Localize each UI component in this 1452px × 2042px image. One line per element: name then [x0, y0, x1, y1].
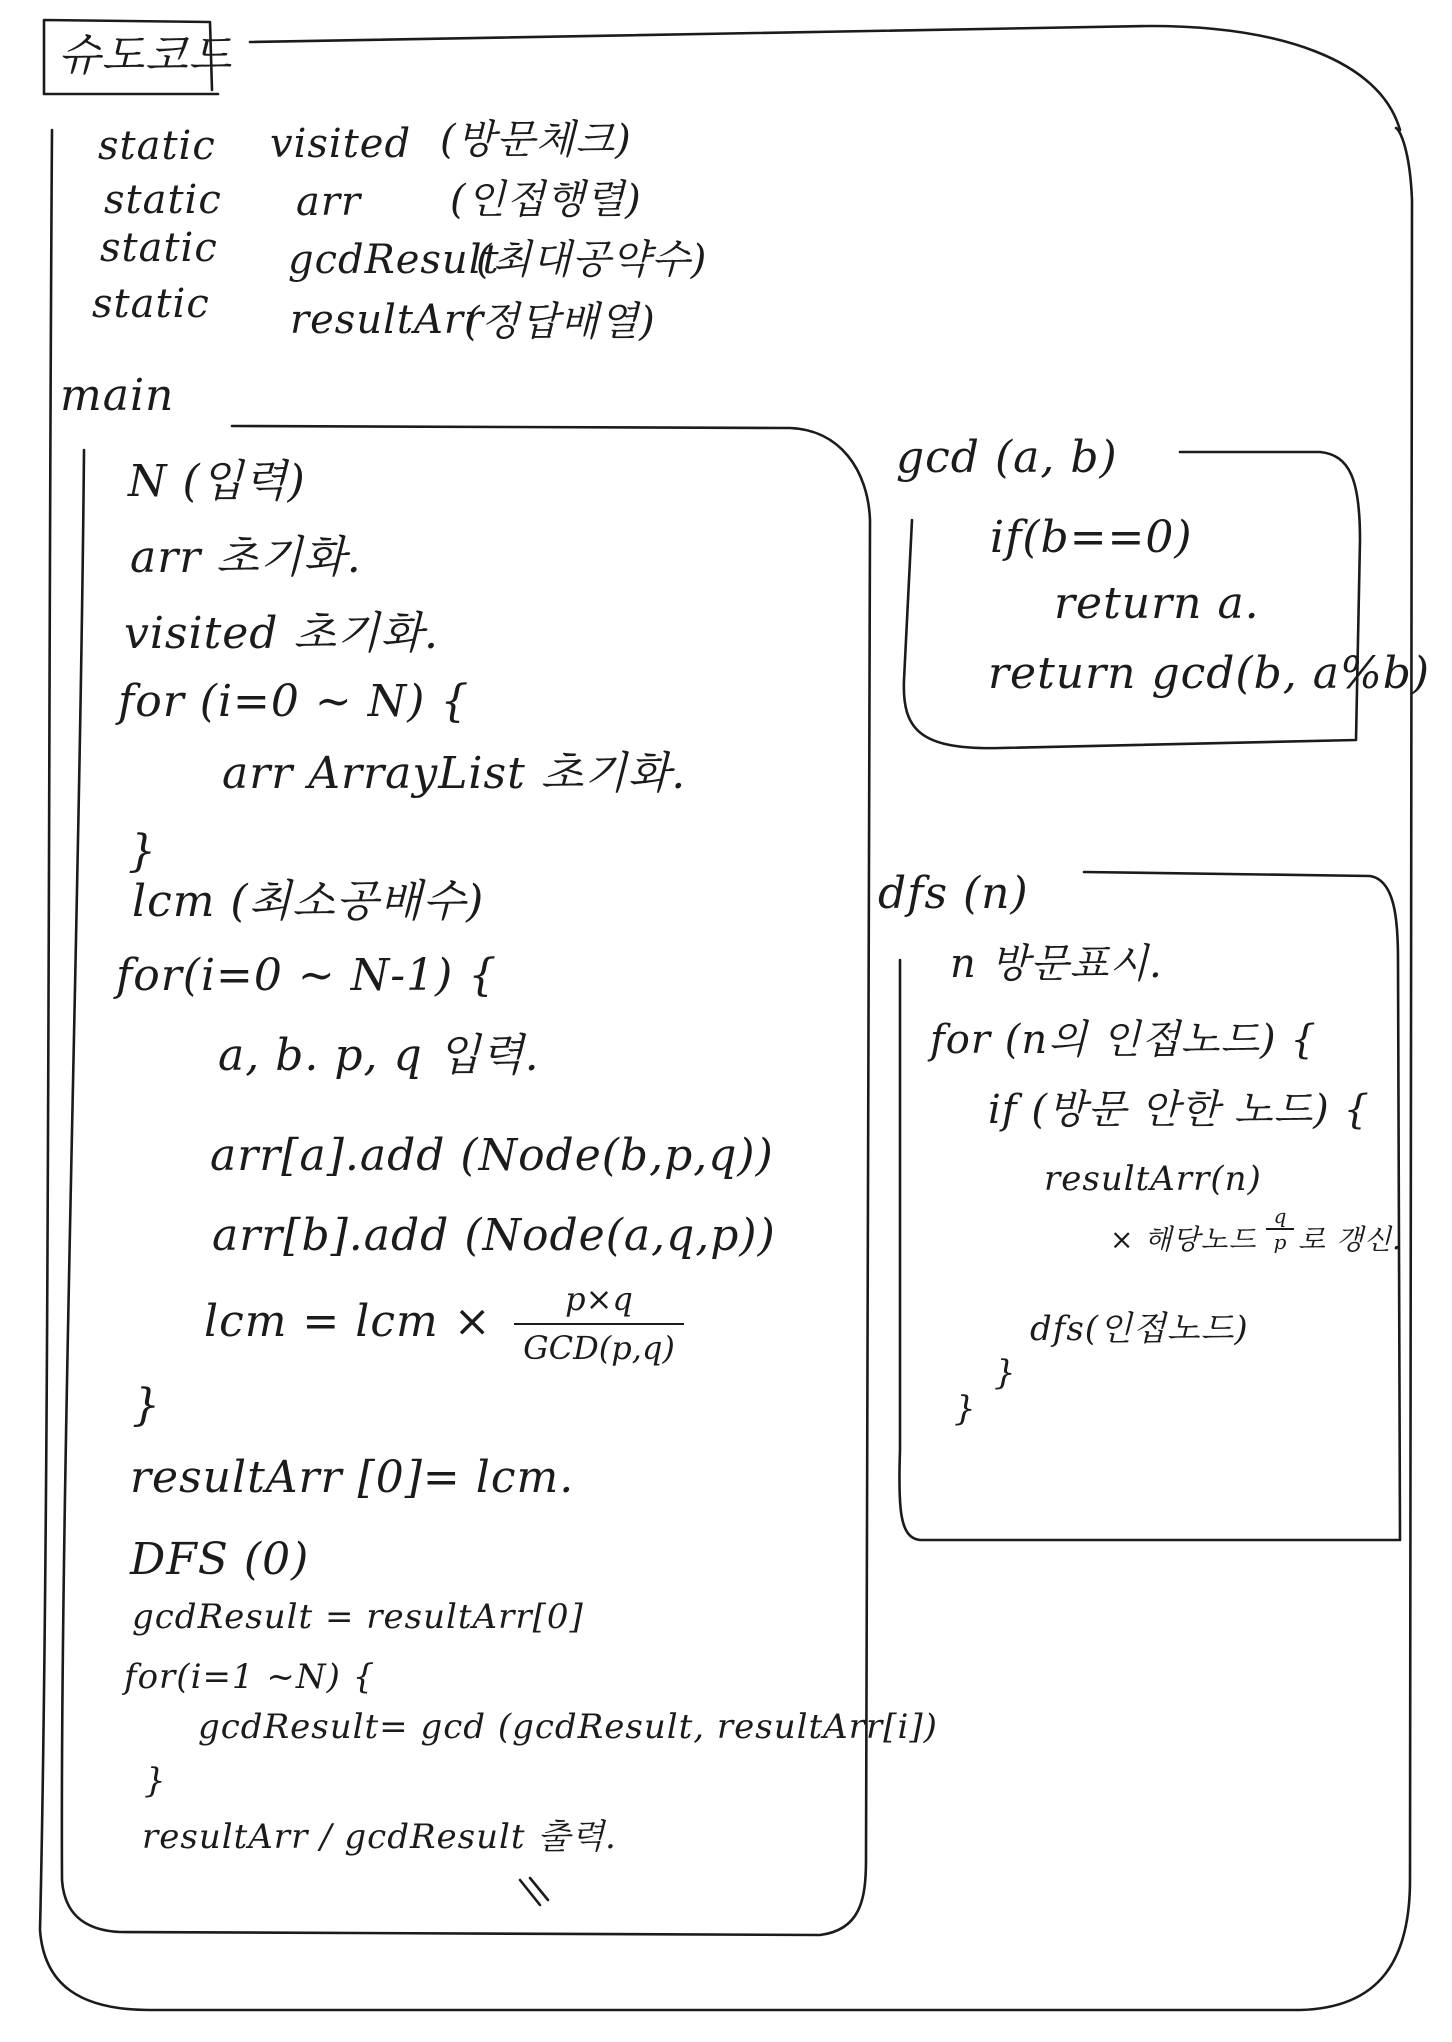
dfs-line-8: } — [994, 1353, 1017, 1393]
static-name-4: resultArr — [290, 297, 485, 343]
dfs-line-2: for (n의 인접노드) { — [930, 1017, 1317, 1063]
lcm-fraction-denominator: GCD(p,q) — [523, 1329, 675, 1368]
main-line-12: lcm = lcm × — [204, 1296, 492, 1347]
dfs-label: dfs (n) — [878, 868, 1029, 919]
lcm-fraction-numerator: p×q — [565, 1280, 633, 1318]
static-keyword-3: static — [100, 225, 218, 271]
main-line-8: for(i=0 ~ N-1) { — [116, 950, 498, 1001]
gcd-line-2: return a. — [1054, 578, 1260, 629]
dfs-line-4: resultArr(n) — [1044, 1159, 1262, 1199]
static-name-2: arr — [296, 179, 362, 225]
lcm-fraction — [514, 1282, 684, 1366]
main-line-2: arr 초기화. — [130, 532, 362, 583]
main-line-4: for (i=0 ~ N) { — [118, 676, 470, 727]
main-line-13: } — [132, 1380, 161, 1431]
static-keyword-1: static — [98, 123, 216, 169]
static-desc-3: (최대공약수) — [476, 237, 708, 283]
main-line-10: arr[a].add (Node(b,p,q)) — [210, 1130, 774, 1181]
gcd-label: gcd (a, b) — [896, 432, 1118, 483]
static-name-3: gcdResult — [288, 237, 500, 283]
main-line-17: for(i=1 ~N) { — [124, 1657, 376, 1697]
main-line-1: N (입력) — [128, 456, 306, 507]
main-line-6: } — [128, 826, 157, 877]
page-title: 슈도코드 — [58, 30, 233, 81]
lcm-fraction-bar — [514, 1323, 684, 1325]
main-line-11: arr[b].add (Node(a,q,p)) — [212, 1210, 776, 1261]
dfs-line-1: n 방문표시. — [950, 941, 1163, 987]
dfs-line-9: } — [954, 1389, 977, 1429]
dfs-ratio-numerator: q — [1273, 1204, 1287, 1228]
main-line-19: } — [144, 1761, 167, 1801]
main-line-3: visited 초기화. — [124, 608, 439, 659]
static-desc-1: (방문체크) — [440, 117, 632, 163]
title-rule — [250, 26, 1400, 130]
static-keyword-4: static — [92, 281, 210, 327]
main-line-14: resultArr [0]= lcm. — [130, 1452, 575, 1503]
dfs-line-5: × 해당노드 — [1110, 1223, 1257, 1256]
main-line-9: a, b. p, q 입력. — [218, 1030, 540, 1081]
main-label: main — [60, 370, 175, 421]
static-desc-2: (인접행렬) — [450, 177, 642, 223]
gcd-line-1: if(b==0) — [990, 512, 1193, 563]
static-keyword-2: static — [104, 177, 222, 223]
dfs-line-7: dfs(인접노드) — [1030, 1309, 1249, 1349]
dfs-line-6: 로 갱신. — [1298, 1223, 1402, 1256]
main-line-15: DFS (0) — [130, 1534, 310, 1585]
dfs-ratio-denominator: p — [1273, 1230, 1287, 1254]
dfs-ratio-fraction — [1266, 1206, 1294, 1252]
main-line-16: gcdResult = resultArr[0] — [132, 1597, 584, 1637]
slash-mark — [520, 1878, 548, 1905]
gcd-line-3: return gcd(b, a%b) — [988, 648, 1431, 699]
main-line-7: lcm (최소공배수) — [132, 876, 485, 927]
static-name-1: visited — [270, 121, 412, 167]
static-desc-4: (정답배열) — [464, 299, 656, 345]
main-line-5: arr ArrayList 초기화. — [222, 748, 687, 799]
main-line-18: gcdResult= gcd (gcdResult, resultArr[i]) — [198, 1707, 938, 1747]
dfs-line-3: if (방문 안한 노드) { — [988, 1087, 1370, 1133]
main-line-20: resultArr / gcdResult 출력. — [142, 1817, 617, 1857]
